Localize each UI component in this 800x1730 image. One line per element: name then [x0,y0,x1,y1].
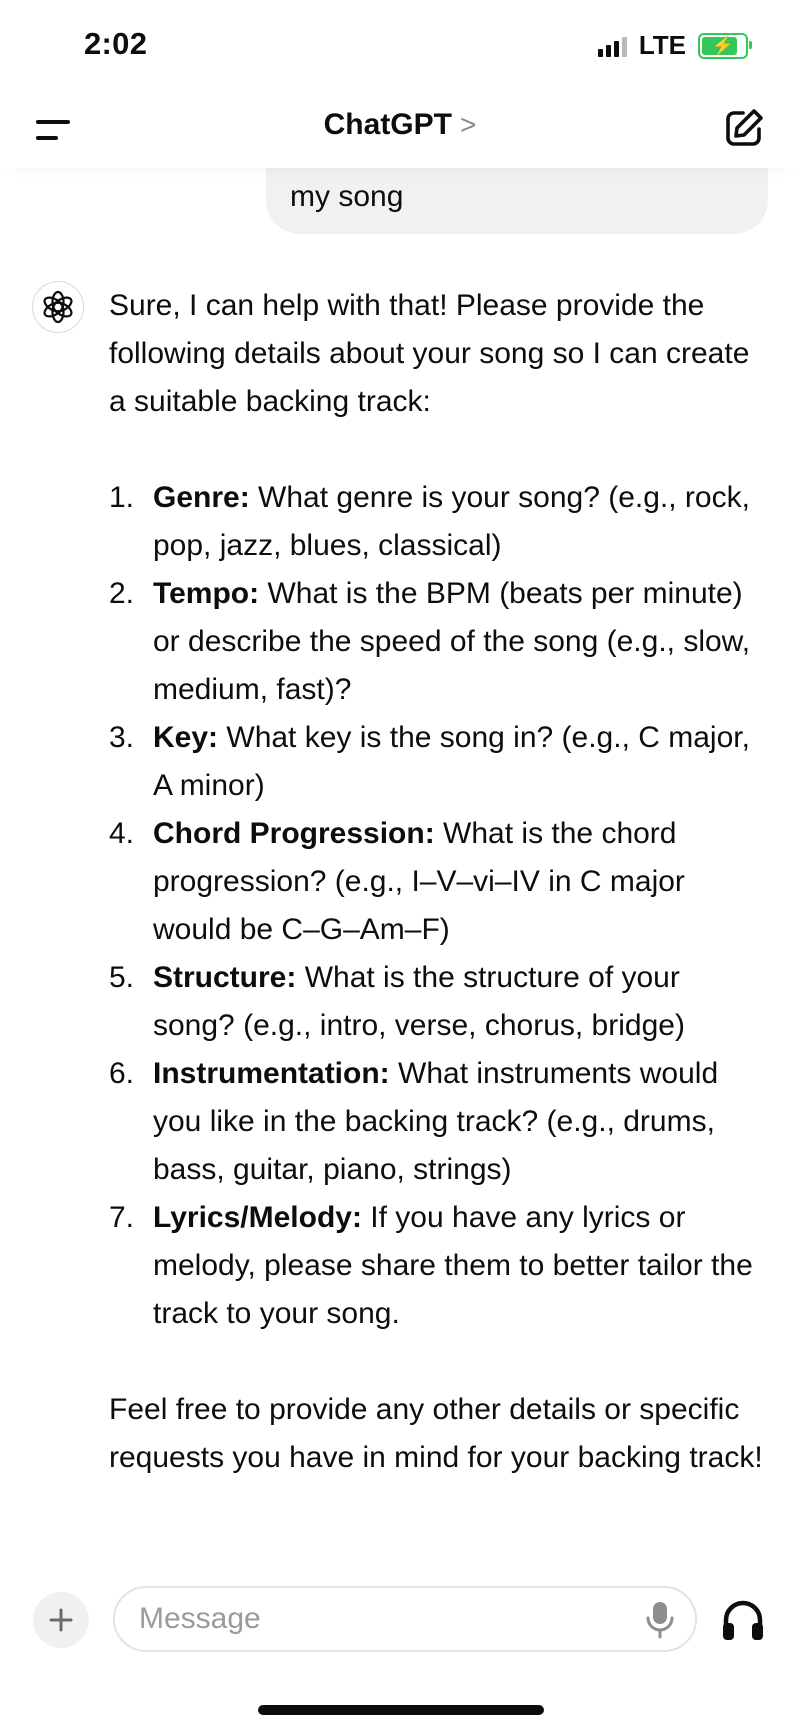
chevron-right-icon: > [459,109,477,140]
voice-mode-button[interactable] [720,1598,766,1642]
message-input[interactable] [113,1586,697,1652]
list-item: 4. Chord Progression: What is the chord progression? (e.g., I–V–vi–IV in C major would be C–G–Am–F) [109,817,685,946]
network-label: LTE [638,30,686,60]
assistant-intro: Sure, I can help with that! Please provide the following details about your song so I can create a suitable backing track: [109,289,750,418]
list-item: 3. Key: What key is the song in? (e.g., C major, A minor) [109,721,750,802]
status-time: 2:02 [84,26,148,61]
dictate-button[interactable] [642,1600,678,1640]
assistant-message [109,282,769,1482]
composer-bar [0,1570,800,1670]
model-selector[interactable] [0,108,800,142]
list-item: 6. Instrumentation: What instruments would you like in the backing track? (e.g., drums, bass, guitar, piano, strings) [109,1057,719,1186]
signal-icon [598,35,627,57]
assistant-outro: Feel free to provide any other details or specific requests you have in mind for your backing track! [109,1393,763,1474]
compose-icon [722,106,766,150]
home-indicator[interactable] [258,1705,544,1715]
plus-icon [48,1607,74,1633]
openai-logo-icon [41,290,75,324]
details-list [109,474,769,1338]
list-item: 5. Structure: What is the structure of your song? (e.g., intro, verse, chorus, bridge) [109,961,685,1042]
user-message-text: my song [290,180,404,213]
battery-icon: ⚡ [698,33,748,59]
headphones-icon [720,1598,766,1642]
page-title: ChatGPT [323,108,452,141]
assistant-avatar [32,281,84,333]
list-item: 2. Tempo: What is the BPM (beats per minute) or describe the speed of the song (e.g., slow, medium, fast)? [109,577,751,706]
list-item: 1. Genre: What genre is your song? (e.g., rock, pop, jazz, blues, classical) [109,481,750,562]
status-indicators [598,30,748,61]
microphone-icon [642,1600,678,1640]
attach-button[interactable] [33,1592,89,1648]
list-item: 7. Lyrics/Melody: If you have any lyrics or melody, please share them to better tailor the track to your song. [109,1201,753,1330]
status-bar [0,0,800,90]
nav-bar [0,92,800,168]
new-chat-button[interactable] [722,106,766,150]
